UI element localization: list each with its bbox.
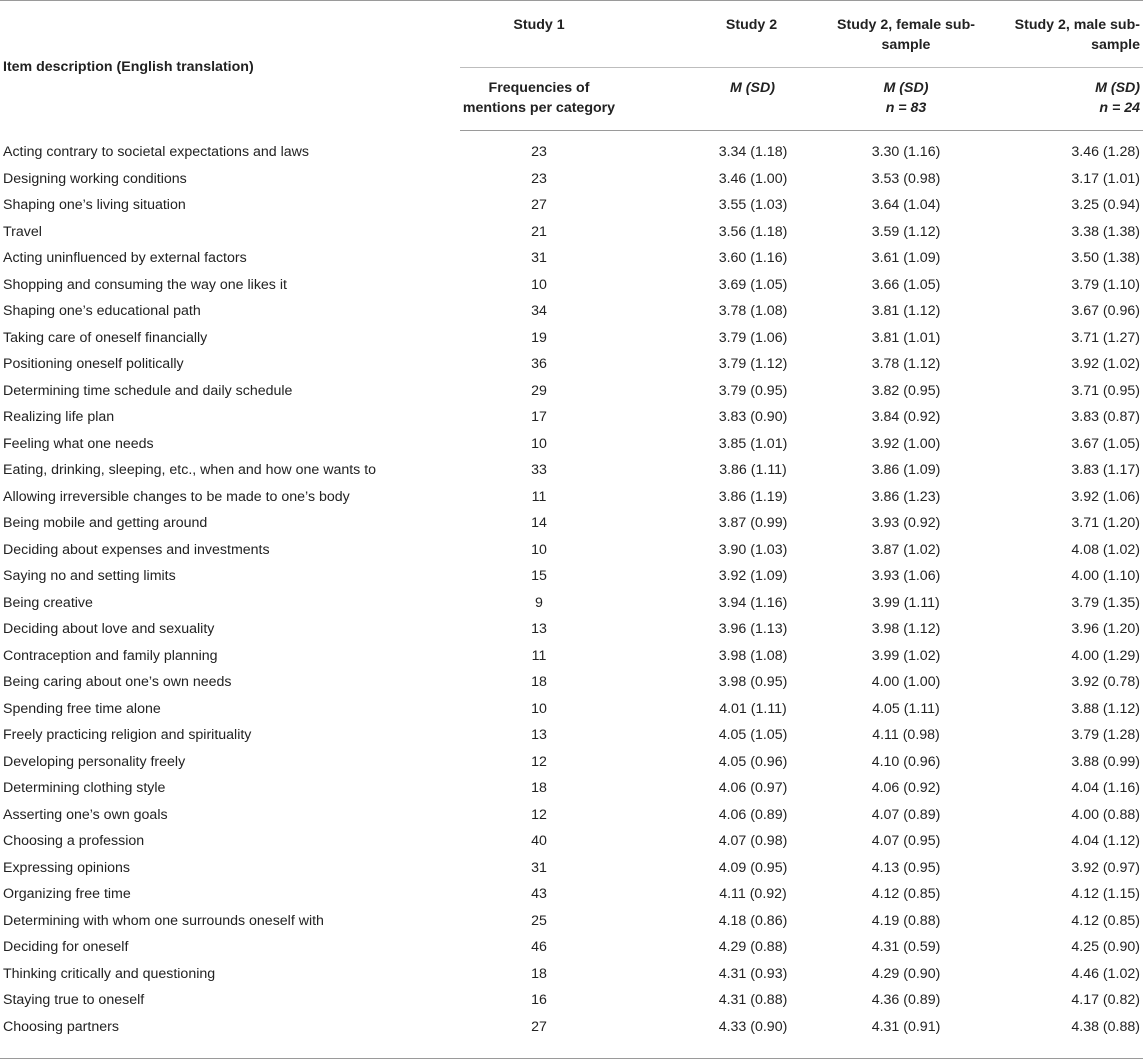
cell-item-description: Designing working conditions [3,170,187,187]
cell-study1-frequency: 10 [531,276,547,293]
header-study2-sub: M (SD) [618,68,828,131]
cell-male-mean-sd: 4.25 (0.90) [1071,939,1140,956]
cell-study2-mean-sd: 3.79 (1.06) [718,329,788,346]
cell-study2-mean-sd: 4.01 (1.11) [719,700,787,717]
cell-study1-frequency: 11 [531,488,547,505]
cell-male-mean-sd: 3.83 (0.87) [1071,409,1140,426]
cell-female-mean-sd: 3.92 (1.00) [871,435,941,452]
table-row [0,908,1143,935]
cell-study2-mean-sd: 4.31 (0.93) [718,965,788,982]
cell-study1-frequency: 40 [531,833,547,850]
cell-study1-frequency: 14 [531,515,547,532]
table-row [0,272,1143,299]
cell-study2-mean-sd: 3.98 (1.08) [718,647,788,664]
table-row [0,1014,1143,1041]
cell-study1-frequency: 12 [531,753,547,770]
cell-male-mean-sd: 3.38 (1.38) [1071,223,1140,240]
cell-male-mean-sd: 3.83 (1.17) [1071,462,1140,479]
table-row [0,616,1143,643]
cell-study1-frequency: 31 [531,250,547,267]
cell-study2-mean-sd: 4.06 (0.89) [718,806,788,823]
table-bottom-rule [0,1058,1143,1059]
cell-study2-mean-sd: 4.33 (0.90) [718,1018,788,1035]
cell-male-mean-sd: 4.12 (1.15) [1071,886,1140,903]
table-row [0,457,1143,484]
cell-item-description: Organizing free time [3,886,131,903]
cell-female-mean-sd: 4.13 (0.95) [871,859,941,876]
table-row [0,510,1143,537]
table-row [0,563,1143,590]
cell-study2-mean-sd: 4.05 (0.96) [718,753,788,770]
cell-female-mean-sd: 4.36 (0.89) [871,992,941,1009]
cell-study2-mean-sd: 3.56 (1.18) [718,223,788,240]
cell-male-mean-sd: 4.12 (0.85) [1071,912,1140,929]
cell-study1-frequency: 11 [531,647,547,664]
table-row [0,881,1143,908]
cell-study1-frequency: 23 [531,144,547,161]
cell-male-mean-sd: 4.00 (1.10) [1071,568,1140,585]
table-row [0,484,1143,511]
table-row [0,696,1143,723]
cell-item-description: Eating, drinking, sleeping, etc., when and how one wants to [3,462,377,479]
cell-study1-frequency: 18 [531,780,547,797]
cell-female-mean-sd: 4.07 (0.95) [871,833,941,850]
cell-study2-mean-sd: 3.96 (1.13) [718,621,788,638]
cell-female-mean-sd: 4.31 (0.59) [871,939,941,956]
cell-study2-mean-sd: 3.60 (1.16) [718,250,788,267]
cell-item-description: Travel [3,223,42,240]
cell-study2-mean-sd: 3.92 (1.09) [718,568,788,585]
cell-study2-mean-sd: 3.34 (1.18) [718,144,788,161]
cell-study2-mean-sd: 3.86 (1.11) [719,462,787,479]
cell-male-mean-sd: 4.17 (0.82) [1071,992,1140,1009]
cell-female-mean-sd: 3.81 (1.01) [871,329,941,346]
cell-male-mean-sd: 3.88 (1.12) [1071,700,1140,717]
cell-study2-mean-sd: 3.69 (1.05) [718,276,788,293]
cell-male-mean-sd: 3.79 (1.28) [1071,727,1140,744]
cell-female-mean-sd: 3.84 (0.92) [871,409,941,426]
cell-male-mean-sd: 3.88 (0.99) [1071,753,1140,770]
cell-male-mean-sd: 3.67 (0.96) [1071,303,1140,320]
header-study2-male: Study 2, male sub-sample [984,1,1143,68]
cell-male-mean-sd: 3.92 (0.78) [1071,674,1140,691]
cell-female-mean-sd: 4.06 (0.92) [871,780,941,797]
table-row [0,298,1143,325]
cell-item-description: Deciding about expenses and investments [3,541,270,558]
cell-male-mean-sd: 3.46 (1.28) [1071,144,1140,161]
cell-study2-mean-sd: 3.94 (1.16) [718,594,788,611]
cell-study2-mean-sd: 4.05 (1.05) [718,727,788,744]
cell-male-mean-sd: 4.46 (1.02) [1071,965,1140,982]
cell-study1-frequency: 43 [531,886,547,903]
cell-male-mean-sd: 3.25 (0.94) [1071,197,1140,214]
table-body [0,131,1143,1041]
cell-male-mean-sd: 3.92 (1.06) [1071,488,1140,505]
cell-item-description: Expressing opinions [3,859,130,876]
cell-study1-frequency: 13 [531,727,547,744]
table-row [0,166,1143,193]
cell-item-description: Staying true to oneself [3,992,145,1009]
cell-male-mean-sd: 3.71 (0.95) [1071,382,1140,399]
table-row [0,749,1143,776]
cell-female-mean-sd: 3.81 (1.12) [871,303,941,320]
cell-item-description: Deciding about love and sexuality [3,621,215,638]
cell-item-description: Choosing a profession [3,833,145,850]
cell-female-mean-sd: 4.29 (0.90) [871,965,941,982]
cell-item-description: Acting uninfluenced by external factors [3,250,247,267]
cell-male-mean-sd: 3.79 (1.35) [1071,594,1140,611]
cell-item-description: Saying no and setting limits [3,568,176,585]
cell-female-mean-sd: 4.11 (0.98) [872,727,940,744]
cell-study1-frequency: 10 [531,435,547,452]
table-row [0,775,1143,802]
table-row [0,855,1143,882]
cell-female-mean-sd: 3.93 (0.92) [871,515,941,532]
table-row [0,537,1143,564]
table-header [0,1,1143,131]
cell-study1-frequency: 34 [531,303,547,320]
table-row [0,828,1143,855]
table-row [0,351,1143,378]
cell-study1-frequency: 19 [531,329,547,346]
cell-male-mean-sd: 4.00 (0.88) [1071,806,1140,823]
cell-study1-frequency: 27 [531,197,547,214]
cell-study1-frequency: 21 [531,223,547,240]
cell-female-mean-sd: 3.78 (1.12) [871,356,941,373]
cell-study1-frequency: 23 [531,170,547,187]
cell-item-description: Developing personality freely [3,753,186,770]
cell-study1-frequency: 46 [531,939,547,956]
cell-study1-frequency: 33 [531,462,547,479]
cell-female-mean-sd: 4.05 (1.11) [872,700,940,717]
cell-study1-frequency: 10 [531,700,547,717]
cell-item-description: Shaping one’s educational path [3,303,201,320]
cell-study1-frequency: 36 [531,356,547,373]
cell-male-mean-sd: 4.04 (1.16) [1071,780,1140,797]
header-study2-female: Study 2, female sub-sample [828,1,984,68]
cell-male-mean-sd: 3.67 (1.05) [1071,435,1140,452]
cell-item-description: Shaping one’s living situation [3,197,186,214]
cell-item-description: Shopping and consuming the way one likes it [3,276,287,293]
cell-study1-frequency: 10 [531,541,547,558]
cell-male-mean-sd: 3.96 (1.20) [1071,621,1140,638]
cell-study1-frequency: 25 [531,912,547,929]
table-row [0,219,1143,246]
cell-study2-mean-sd: 3.86 (1.19) [718,488,788,505]
cell-study1-frequency: 27 [531,1018,547,1035]
cell-study1-frequency: 12 [531,806,547,823]
cell-item-description: Contraception and family planning [3,647,218,664]
cell-item-description: Asserting one’s own goals [3,806,168,823]
cell-study2-mean-sd: 4.31 (0.88) [718,992,788,1009]
cell-item-description: Determining clothing style [3,780,166,797]
table-row [0,934,1143,961]
cell-study2-mean-sd: 4.07 (0.98) [718,833,788,850]
cell-female-mean-sd: 3.98 (1.12) [871,621,941,638]
table-row [0,245,1143,272]
cell-female-mean-sd: 4.31 (0.91) [871,1018,941,1035]
cell-item-description: Taking care of oneself financially [3,329,208,346]
cell-female-mean-sd: 3.53 (0.98) [871,170,941,187]
cell-male-mean-sd: 4.00 (1.29) [1071,647,1140,664]
cell-male-mean-sd: 3.92 (0.97) [1071,859,1140,876]
cell-study2-mean-sd: 4.18 (0.86) [718,912,788,929]
cell-item-description: Being caring about one’s own needs [3,674,232,691]
cell-study2-mean-sd: 3.79 (1.12) [718,356,788,373]
cell-female-mean-sd: 3.87 (1.02) [871,541,941,558]
cell-female-mean-sd: 3.82 (0.95) [871,382,941,399]
header-item-description: Item description (English translation) [0,1,460,131]
cell-item-description: Allowing irreversible changes to be made to one’s body [3,488,350,505]
table-row [0,131,1143,166]
table-row [0,669,1143,696]
cell-study1-frequency: 15 [531,568,547,585]
cell-female-mean-sd: 3.61 (1.09) [871,250,941,267]
table-row [0,590,1143,617]
cell-female-mean-sd: 4.07 (0.89) [871,806,941,823]
cell-male-mean-sd: 3.50 (1.38) [1071,250,1140,267]
table-row [0,802,1143,829]
cell-female-mean-sd: 3.99 (1.02) [871,647,941,664]
table-row [0,431,1143,458]
cell-male-mean-sd: 3.79 (1.10) [1071,276,1140,293]
cell-study1-frequency: 13 [531,621,547,638]
cell-study2-mean-sd: 3.79 (0.95) [718,382,788,399]
table-row [0,643,1143,670]
cell-study2-mean-sd: 3.83 (0.90) [718,409,788,426]
cell-item-description: Spending free time alone [3,700,161,717]
header-male-sub: M (SD) n = 24 [984,68,1143,131]
cell-study1-frequency: 31 [531,859,547,876]
cell-female-mean-sd: 3.66 (1.05) [871,276,941,293]
cell-item-description: Thinking critically and questioning [3,965,216,982]
cell-female-mean-sd: 3.64 (1.04) [871,197,941,214]
cell-item-description: Deciding for oneself [3,939,129,956]
cell-study2-mean-sd: 4.11 (0.92) [719,886,787,903]
cell-female-mean-sd: 4.00 (1.00) [871,674,941,691]
cell-female-mean-sd: 3.86 (1.09) [871,462,941,479]
cell-study2-mean-sd: 3.46 (1.00) [718,170,788,187]
cell-female-mean-sd: 4.10 (0.96) [871,753,941,770]
cell-study1-frequency: 17 [531,409,547,426]
cell-study1-frequency: 29 [531,382,547,399]
cell-item-description: Being mobile and getting around [3,515,208,532]
cell-study2-mean-sd: 3.98 (0.95) [718,674,788,691]
cell-item-description: Positioning oneself politically [3,356,184,373]
cell-study2-mean-sd: 3.90 (1.03) [718,541,788,558]
table-row [0,961,1143,988]
cell-male-mean-sd: 4.04 (1.12) [1071,833,1140,850]
header-study2: Study 2 [618,1,828,68]
cell-male-mean-sd: 3.71 (1.20) [1071,515,1140,532]
cell-study1-frequency: 9 [535,594,543,611]
header-study1-sub: Frequencies of mentions per category [460,68,618,131]
table-row [0,192,1143,219]
cell-male-mean-sd: 3.92 (1.02) [1071,356,1140,373]
table-row [0,987,1143,1014]
cell-item-description: Choosing partners [3,1018,119,1035]
cell-item-description: Being creative [3,594,93,611]
cell-male-mean-sd: 3.17 (1.01) [1071,170,1140,187]
cell-study1-frequency: 18 [531,965,547,982]
cell-female-mean-sd: 3.86 (1.23) [871,488,941,505]
cell-study2-mean-sd: 3.55 (1.03) [718,197,788,214]
cell-female-mean-sd: 3.30 (1.16) [871,144,941,161]
table-row [0,325,1143,352]
cell-item-description: Determining with whom one surrounds oneself with [3,912,324,929]
cell-male-mean-sd: 4.38 (0.88) [1071,1018,1140,1035]
cell-study2-mean-sd: 3.87 (0.99) [718,515,788,532]
table-row [0,404,1143,431]
cell-study1-frequency: 16 [531,992,547,1009]
cell-female-mean-sd: 3.99 (1.11) [872,594,940,611]
cell-female-mean-sd: 4.19 (0.88) [871,912,941,929]
cell-item-description: Feeling what one needs [3,435,154,452]
header-study1: Study 1 [460,1,618,68]
cell-male-mean-sd: 3.71 (1.27) [1071,329,1140,346]
cell-study1-frequency: 18 [531,674,547,691]
cell-female-mean-sd: 4.12 (0.85) [871,886,941,903]
cell-study2-mean-sd: 3.85 (1.01) [718,435,788,452]
cell-study2-mean-sd: 4.09 (0.95) [718,859,788,876]
cell-female-mean-sd: 3.59 (1.12) [871,223,941,240]
cell-study2-mean-sd: 4.29 (0.88) [718,939,788,956]
cell-item-description: Freely practicing religion and spirituality [3,727,252,744]
cell-study2-mean-sd: 4.06 (0.97) [718,780,788,797]
cell-item-description: Realizing life plan [3,409,115,426]
table-row [0,378,1143,405]
table-row [0,722,1143,749]
cell-item-description: Acting contrary to societal expectations and laws [3,144,309,160]
cell-study2-mean-sd: 3.78 (1.08) [718,303,788,320]
cell-male-mean-sd: 4.08 (1.02) [1071,541,1140,558]
cell-item-description: Determining time schedule and daily schedule [3,382,293,399]
cell-female-mean-sd: 3.93 (1.06) [871,568,941,585]
header-female-sub: M (SD) n = 83 [828,68,984,131]
